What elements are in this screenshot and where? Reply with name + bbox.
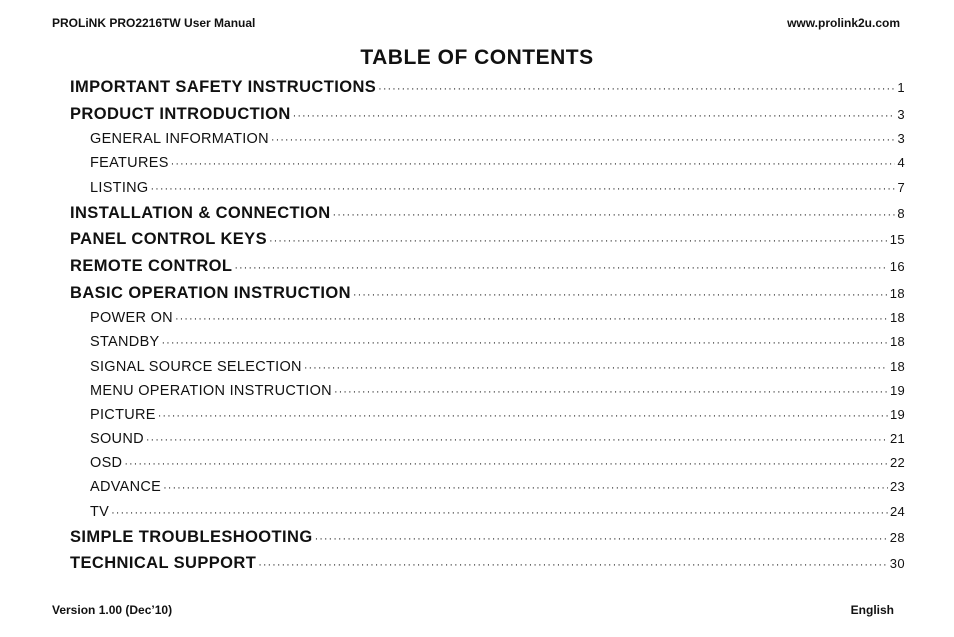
toc-entry-section[interactable] [70,200,905,227]
toc-heading: TABLE OF CONTENTS [360,46,594,69]
toc-entry-page-number: 4 [897,155,905,171]
footer-version: Version 1.00 (Dec’10) [52,603,173,617]
toc-entry-label: INSTALLATION & CONNECTION [70,203,331,222]
toc-entry-page-number: 18 [889,334,905,350]
toc-entry-label: SIMPLE TROUBLESHOOTING [70,527,313,546]
toc-dot-leader [258,552,888,579]
toc-entry-label: STANDBY [90,334,160,351]
toc-entry-subsection[interactable] [70,151,905,175]
toc-entry-subsection[interactable] [70,330,905,354]
toc-entry-label: SIGNAL SOURCE SELECTION [90,358,302,375]
toc-entry-subsection[interactable] [70,427,905,451]
toc-entry-label: OSD [90,455,123,472]
toc-entry-page-number: 19 [889,382,905,398]
toc-entry-page-number: 28 [889,529,905,545]
toc-entry-subsection[interactable] [70,379,905,403]
toc-entry-page-number: 3 [897,131,905,147]
toc-entry-label: POWER ON [90,310,173,327]
toc-entry-label: ADVANCE [90,479,162,496]
toc-entry-subsection[interactable] [70,451,905,475]
toc-entry-subsection[interactable] [70,176,905,200]
toc-entry-section[interactable] [70,226,905,253]
toc-entry-section[interactable] [70,550,905,577]
toc-entry-label: TV [90,503,110,520]
toc-entry-page-number: 3 [897,106,905,122]
toc-dot-leader [151,177,896,201]
toc-dot-leader [234,255,887,282]
toc-entry-label: BASIC OPERATION INSTRUCTION [70,283,351,302]
toc-dot-leader [304,356,888,380]
toc-entry-page-number: 19 [889,406,905,422]
toc-entry-subsection[interactable] [70,306,905,330]
toc-dot-leader [271,128,896,152]
toc-entry-label: PRODUCT INTRODUCTION [70,104,291,123]
toc-entry-page-number: 1 [897,80,905,95]
toc-entry-page-number: 18 [889,310,905,326]
toc-entry-label: GENERAL INFORMATION [90,131,269,148]
toc-dot-leader [111,501,888,525]
toc-entry-section[interactable] [70,101,905,128]
toc-entry-label: PICTURE [90,406,156,423]
toc-entry-page-number: 23 [889,479,905,495]
toc-entry-label: FEATURES [90,155,169,172]
toc-entry-page-number: 16 [889,258,905,274]
toc-entry-label: TECHNICAL SUPPORT [70,554,257,573]
toc-dot-leader [333,202,896,229]
toc-entry-page-number: 18 [889,285,905,301]
toc-dot-leader [175,307,888,331]
toc-entry-section[interactable] [70,74,905,101]
toc-entry-page-number: 7 [897,179,905,195]
toc-entry-section[interactable] [70,524,905,551]
toc-entry-label: LISTING [90,179,149,196]
toc-dot-leader [378,76,895,103]
toc-entry-page-number: 15 [889,232,905,248]
toc-entry-page-number: 30 [889,556,905,572]
toc-entry-page-number: 22 [889,455,905,471]
toc-dot-leader [353,282,888,309]
footer-language: English [850,603,894,617]
toc-entry-subsection[interactable] [70,475,905,499]
toc-entry-subsection[interactable] [70,127,905,151]
toc-dot-leader [146,428,888,452]
header-website: www.prolink2u.com [787,16,900,30]
toc-dot-leader [163,476,888,500]
toc-dot-leader [124,452,888,476]
toc-entry-section[interactable] [70,253,905,280]
toc-entry-page-number: 18 [889,358,905,374]
toc-entry-label: IMPORTANT SAFETY INSTRUCTIONS [70,78,377,96]
toc-dot-leader [158,404,888,428]
toc-dot-leader [315,526,888,553]
toc-dot-leader [269,228,888,255]
toc-entry-label: REMOTE CONTROL [70,256,233,275]
toc-entry-subsection[interactable] [70,403,905,427]
table-of-contents [70,74,905,577]
toc-dot-leader [171,152,896,176]
toc-entry-subsection[interactable] [70,355,905,379]
header-document-title: PROLiNK PRO2216TW User Manual [52,16,256,30]
toc-entry-subsection[interactable] [70,500,905,524]
toc-entry-label: SOUND [90,431,144,448]
toc-entry-label: PANEL CONTROL KEYS [70,230,267,249]
toc-dot-leader [162,331,888,355]
toc-entry-label: MENU OPERATION INSTRUCTION [90,382,332,399]
toc-dot-leader [334,380,888,404]
toc-entry-page-number: 21 [889,431,905,447]
toc-dot-leader [293,103,896,130]
toc-entry-section[interactable] [70,280,905,307]
toc-entry-page-number: 8 [897,205,905,221]
toc-entry-page-number: 24 [889,503,905,519]
